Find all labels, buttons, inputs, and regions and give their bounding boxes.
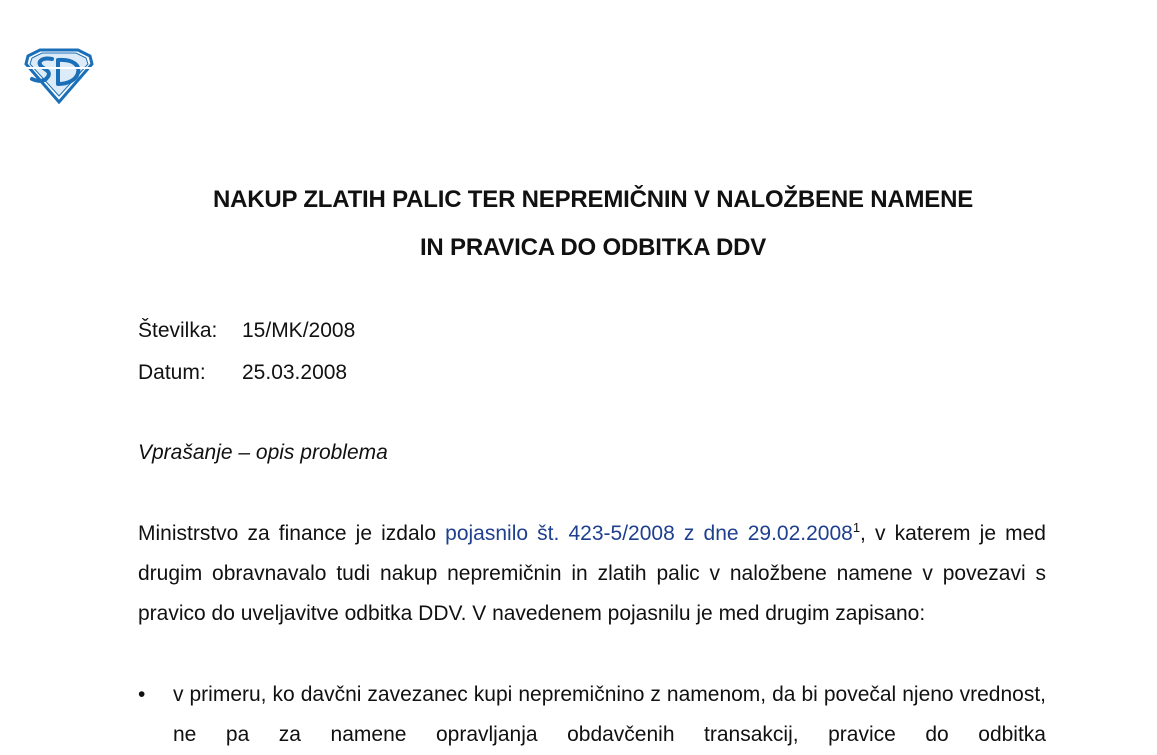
company-logo (22, 48, 96, 104)
bullet-icon: • (138, 683, 146, 706)
section-heading: Vprašanje – opis problema (138, 441, 388, 464)
document-number-label: Številka: (138, 319, 218, 342)
paragraph-text-end: , v katerem je med drugim obravnavalo tudi nakup nepremičnin in zlatih palic v naložbene namene v povezavi s pravico do uveljavitve odbitka DDV. V navedenem pojasnilu je med drugim zapisano: (138, 522, 1046, 625)
document-number-row (138, 318, 355, 344)
pojasnilo-link[interactable]: pojasnilo št. 423-5/2008 z dne 29.02.2008 (445, 522, 853, 545)
bullet-text: v primeru, ko davčni zavezanec kupi nepremičnino z namenom, da bi povečal njeno vrednost, ne pa za namene opravljanja obdavčenih transakcij, pravice do odbitka (173, 683, 1046, 746)
document-date-value: 25.03.2008 (242, 361, 348, 384)
footnote-marker[interactable]: 1 (852, 520, 861, 535)
body-paragraph (138, 514, 1046, 634)
document-title-line-1: NAKUP ZLATIH PALIC TER NEPREMIČNIN V NALOŽBENE NAMENE (212, 186, 974, 213)
bullet-list-item (138, 675, 1046, 755)
document-number-value: 15/MK/2008 (242, 319, 356, 342)
paragraph-text-start: Ministrstvo za finance je izdalo (138, 522, 446, 545)
document-date-row (138, 360, 347, 386)
sd-diamond-logo-icon (22, 48, 96, 104)
document-title-line-2: IN PRAVICA DO ODBITKA DDV (419, 234, 767, 261)
document-date-label: Datum: (138, 361, 206, 384)
